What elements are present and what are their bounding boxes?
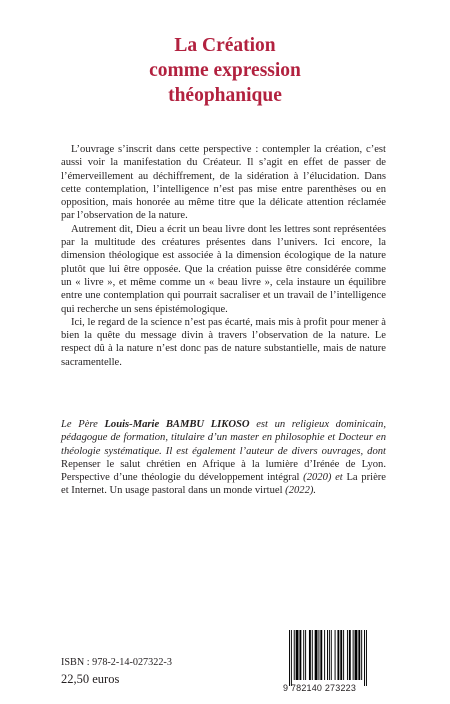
price: 22,50 euros: [61, 672, 120, 686]
title-line-1: La Création: [174, 35, 276, 56]
title-line-2: comme expression: [149, 60, 301, 81]
author-name: Louis-Marie BAMBU LIKOSO: [104, 419, 250, 430]
summary-paragraph-3: Ici, le regard de la science n’est pas écarté, mais mis à profit pour mener à bien la quête du message divin à travers l’observation de la nature. Le respect dû à la nature n’est donc pas de nature substantielle, mais de nature sacramentelle.: [61, 316, 386, 368]
title-line-3: théophanique: [168, 85, 282, 106]
bio-book-1: Repenser le salut chrétien en Afrique à la lumière d’Irénée de Lyon. Perspective d’une théologie du développement intégral: [61, 458, 386, 484]
bio-year-1: (2020) et: [299, 472, 347, 484]
bio-description: est un religieux dominicain, pédagogue de formation, titulaire d’un master en philosophie et Docteur en théologie systématique. Il est également l’auteur de divers ouvrages, dont: [61, 419, 386, 457]
book-summary: [61, 143, 386, 369]
isbn: ISBN : 978-2-14-027322-3: [61, 657, 172, 668]
bio-intro: Le Père: [61, 419, 105, 430]
bio-book-2: La prière et Internet. Un usage pastoral dans un monde virtuel: [61, 472, 386, 497]
summary-paragraph-2: Autrement dit, Dieu a écrit un beau livre dont les lettres sont représentées par la multitude des créatures présentes dans l’univers. Ici encore, la dimension théologique est associée à la dimension écologique de la nature plutôt que lui être opposée. Que la création puisse être considérée comme un « livre », et même comme un « beau livre », cela instaure un équilibre entre une contemplation qui pourrait sacraliser et un travail de l’intelligence qui recherche un sens épistémologique.: [61, 223, 386, 315]
barcode-digits: 9 782140 273223: [283, 683, 357, 693]
bio-year-2: (2022).: [282, 485, 317, 497]
summary-paragraph-1: L’ouvrage s’inscrit dans cette perspective : contempler la création, c’est aussi voir la manifestation du Créateur. Il s’agit en effet de passer de l’émerveillement au déchiffrement, de la sidération à l’élucidation. Dans cette contemplation, l’intelligence n’est pas mise entre parenthèses ou en opposition, mais honorée au même titre que la délicate attention réclamée par l’observation de la nature.: [61, 144, 386, 222]
author-bio: [61, 418, 386, 498]
book-title: [0, 33, 450, 108]
